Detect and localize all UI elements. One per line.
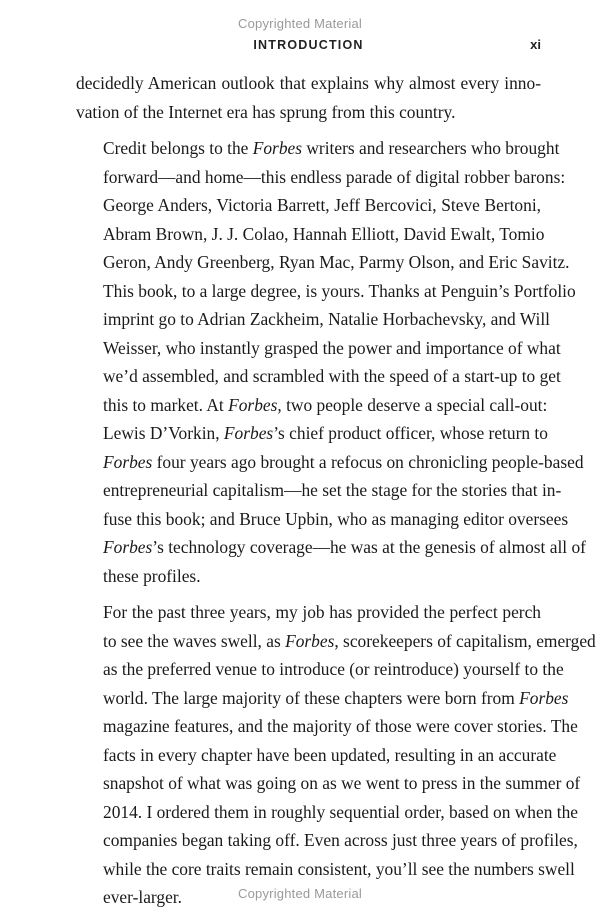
paragraph-2 bbox=[76, 134, 586, 590]
text-line: as the preferred venue to introduce (or reintroduce) yourself to the bbox=[103, 659, 564, 679]
copyright-watermark-top: Copyrighted Material bbox=[238, 16, 362, 31]
text-line: Lewis D’Vorkin, Forbes’s chief product officer, whose return to bbox=[103, 423, 548, 443]
text-line: entrepreneurial capitalism—he set the stage for the stories that in- bbox=[103, 480, 562, 500]
page-number: xi bbox=[530, 37, 541, 52]
italic-text: Forbes bbox=[223, 423, 274, 443]
copyright-watermark-bottom: Copyrighted Material bbox=[238, 886, 362, 901]
italic-text: Forbes bbox=[103, 451, 153, 472]
text-line: magazine features, and the majority of those were cover stories. The bbox=[103, 716, 578, 736]
paragraph-3 bbox=[76, 598, 596, 912]
text-line: imprint go to Adrian Zackheim, Natalie Horbachevsky, and Will bbox=[103, 309, 550, 329]
running-head bbox=[76, 37, 541, 55]
text-line: while the core traits remain consistent, you’ll see the numbers swell bbox=[103, 858, 575, 879]
text-line: decidedly American outlook that explains why almost every inno- bbox=[76, 73, 541, 93]
text-line: these profiles. bbox=[103, 565, 201, 586]
text-line: facts in every chapter have been updated, resulting in an accurate bbox=[103, 744, 557, 765]
text-line: vation of the Internet era has sprung from this country. bbox=[76, 101, 456, 122]
text-line: 2014. I ordered them in roughly sequential order, based on when the bbox=[103, 801, 578, 822]
text-line: we’d assembled, and scrambled with the speed of a start-up to get bbox=[103, 366, 561, 386]
text-line: Weisser, who instantly grasped the power and importance of what bbox=[103, 337, 561, 358]
text-line: Forbes’s technology coverage—he was at the genesis of almost all of bbox=[103, 537, 586, 557]
text-line: to see the waves swell, as Forbes, scorekeepers of capitalism, emerged bbox=[103, 630, 596, 651]
text-line: world. The large majority of these chapters were born from Forbes bbox=[103, 687, 569, 708]
text-line: ever-larger. bbox=[103, 887, 182, 907]
text-line: this to market. At Forbes, two people deserve a special call-out: bbox=[103, 394, 548, 415]
text-line: Credit belongs to the Forbes writers and researchers who brought bbox=[103, 138, 560, 158]
italic-text: Forbes bbox=[285, 630, 335, 651]
paragraph-1 bbox=[76, 69, 541, 126]
text-line: For the past three years, my job has provided the perfect perch bbox=[103, 602, 541, 622]
text-line: companies began taking off. Even across just three years of profiles, bbox=[103, 830, 578, 850]
italic-text: Forbes bbox=[103, 537, 153, 557]
text-line: snapshot of what was going on as we went to press in the summer of bbox=[103, 773, 581, 793]
text-line: This book, to a large degree, is yours. Thanks at Penguin’s Portfolio bbox=[103, 280, 576, 301]
italic-text: Forbes bbox=[252, 138, 303, 158]
text-line: fuse this book; and Bruce Upbin, who as managing editor oversees bbox=[103, 508, 569, 529]
text-line: Abram Brown, J. J. Colao, Hannah Elliott, David Ewalt, Tomio bbox=[103, 223, 545, 244]
italic-text: Forbes bbox=[519, 687, 569, 708]
text-line: Geron, Andy Greenberg, Ryan Mac, Parmy Olson, and Eric Savitz. bbox=[103, 252, 570, 272]
text-line: forward—and home—this endless parade of digital robber barons: bbox=[103, 166, 566, 187]
text-line: Forbes four years ago brought a refocus on chronicling people-based bbox=[103, 451, 584, 472]
italic-text: Forbes, bbox=[228, 394, 282, 415]
text-line: George Anders, Victoria Barrett, Jeff Bercovici, Steve Bertoni, bbox=[103, 195, 541, 215]
body-text bbox=[76, 69, 596, 920]
running-head-title: INTRODUCTION bbox=[253, 38, 364, 52]
